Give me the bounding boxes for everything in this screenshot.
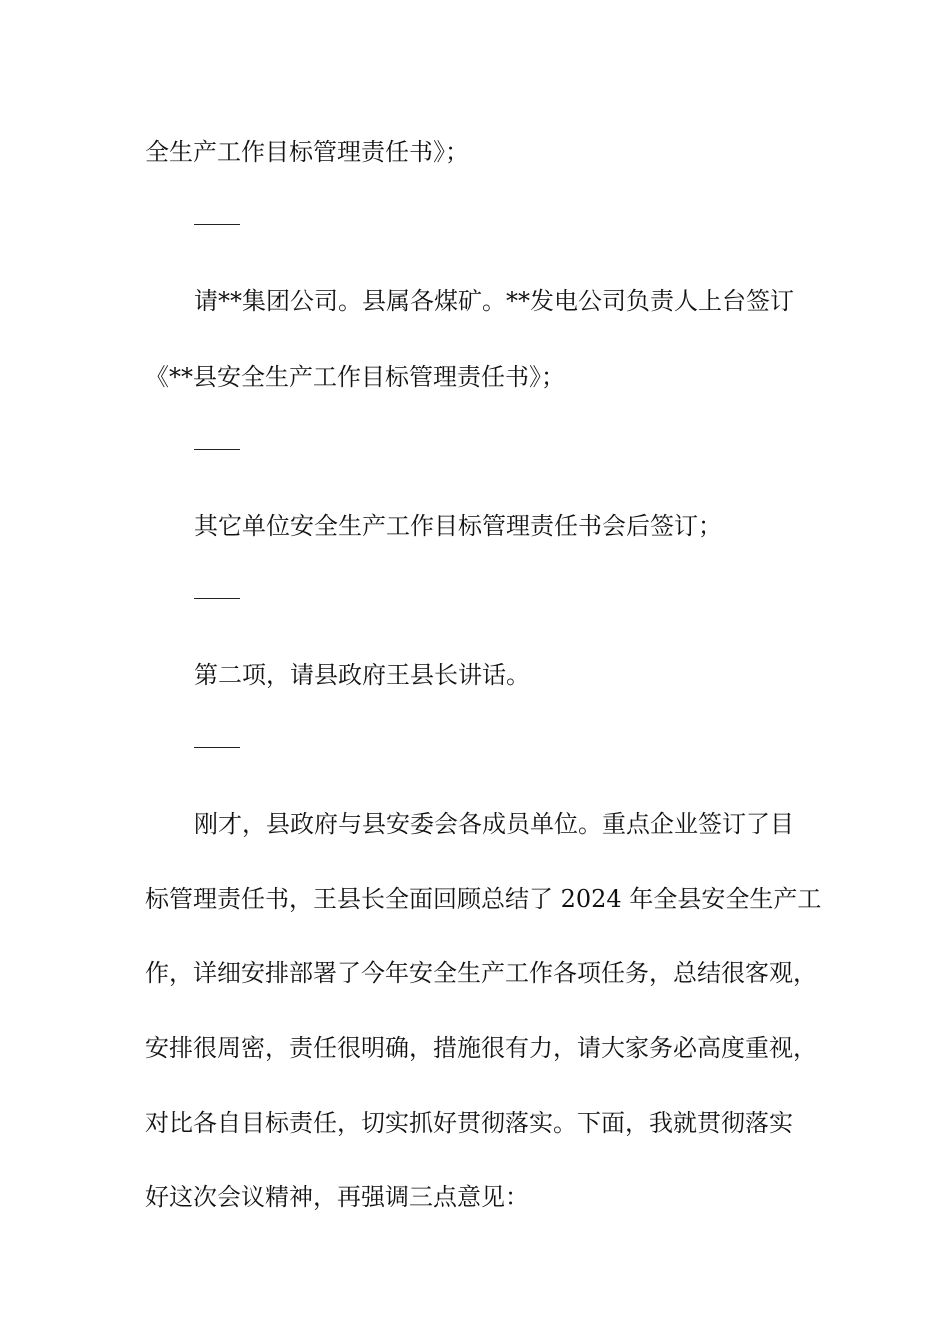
text-line: 作，详细安排部署了今年安全生产工作各项任务，总结很客观， bbox=[145, 959, 817, 987]
text-line: 全生产工作目标管理责任书》； bbox=[145, 138, 469, 166]
text-line: 好这次会议精神，再强调三点意见： bbox=[145, 1183, 529, 1211]
text-line: 刚才，县政府与县安委会各成员单位。重点企业签订了目 bbox=[194, 810, 794, 838]
dash-separator bbox=[194, 731, 240, 763]
text-line: 请**集团公司。县属各煤矿。**发电公司负责人上台签订 bbox=[194, 287, 794, 315]
dash-separator bbox=[194, 208, 240, 240]
dash-separator bbox=[194, 433, 240, 465]
text-line: 第二项，请县政府王县长讲话。 bbox=[194, 661, 530, 689]
dash-separator bbox=[194, 582, 240, 614]
text-line: 《**县安全生产工作目标管理责任书》； bbox=[145, 363, 565, 391]
text-line: 标管理责任书，王县长全面回顾总结了 2024 年全县安全生产工 bbox=[145, 885, 822, 913]
text-line: 安排很周密，责任很明确，措施很有力，请大家务必高度重视， bbox=[145, 1034, 817, 1062]
text-line: 其它单位安全生产工作目标管理责任书会后签订； bbox=[194, 512, 722, 540]
text-line: 对比各自目标责任，切实抓好贯彻落实。下面，我就贯彻落实 bbox=[145, 1109, 793, 1137]
